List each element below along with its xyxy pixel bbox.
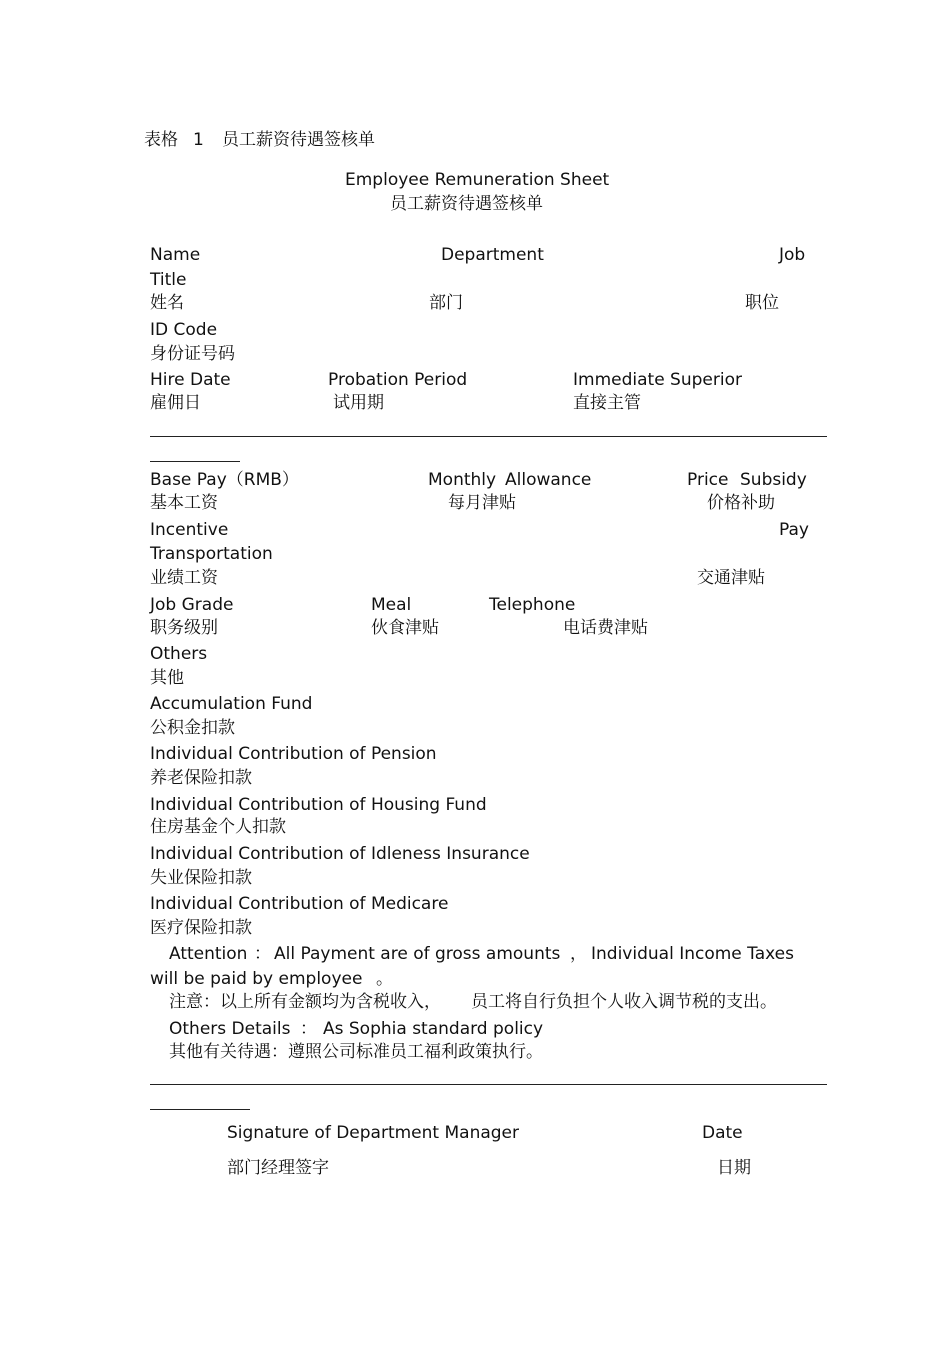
others-details-text: As Sophia standard policy [323, 1019, 544, 1039]
caption-number: 1 [193, 130, 204, 150]
name-label-cn: 姓名 [150, 293, 184, 313]
manager-signature-label-cn: 部门经理签字 [227, 1158, 329, 1178]
attention-cn-b: 员工将自行负担个人收入调节税的支出。 [471, 992, 777, 1012]
job-label-en: Job [779, 245, 806, 265]
attention-line-2: will be paid by employee [150, 969, 363, 989]
price-subsidy-label-cn: 价格补助 [707, 493, 775, 513]
attention-period: 。 [376, 969, 393, 989]
manager-signature-label-en: Signature of Department Manager [227, 1123, 519, 1143]
date-label-cn: 日期 [717, 1158, 751, 1178]
name-label-en: Name [150, 245, 201, 265]
price-label-en: Price [687, 470, 729, 490]
meal-label-en: Meal [371, 595, 412, 615]
others-label-en: Others [150, 644, 208, 664]
hire-date-label-cn: 雇佣日 [150, 393, 201, 413]
medicare-label-en: Individual Contribution of Medicare [150, 894, 449, 914]
base-pay-label-cn: 基本工资 [150, 493, 218, 513]
sheet-title-cn: 员工薪资待遇签核单 [390, 194, 543, 214]
caption-prefix: 表格 [144, 130, 178, 150]
subsidy-label-en: Subsidy [740, 470, 807, 490]
incentive-label-cn: 业绩工资 [150, 568, 218, 588]
attention-text-2: Individual Income Taxes [591, 944, 794, 964]
others-details-colon: ： [300, 1019, 317, 1039]
id-code-label-en: ID Code [150, 320, 218, 340]
meal-label-cn: 伙食津贴 [371, 618, 439, 638]
monthly-allowance-label-cn: 每月津贴 [448, 493, 516, 513]
medicare-label-cn: 医疗保险扣款 [150, 918, 252, 938]
incentive-label-en: Incentive [150, 520, 229, 540]
probation-label-en: Probation Period [328, 370, 468, 390]
superior-label-en: Immediate Superior [573, 370, 742, 390]
attention-comma: ， [570, 944, 587, 964]
housing-fund-label-en: Individual Contribution of Housing Fund [150, 795, 487, 815]
idleness-insurance-label-en: Individual Contribution of Idleness Insurance [150, 844, 530, 864]
attention-cn-a: 注意：以上所有金额均为含税收入， [169, 992, 441, 1012]
job-grade-label-en: Job Grade [150, 595, 234, 615]
transportation-label-cn: 交通津贴 [697, 568, 765, 588]
telephone-label-cn: 电话费津贴 [563, 618, 648, 638]
job-title-label-cn: 职位 [745, 293, 779, 313]
attention-colon: ： [254, 944, 271, 964]
id-code-label-cn: 身份证号码 [150, 344, 235, 364]
probation-label-cn: 试用期 [333, 393, 384, 413]
department-label-en: Department [441, 245, 544, 265]
caption-title: 员工薪资待遇签核单 [222, 130, 375, 150]
transportation-label-en: Transportation [150, 544, 273, 564]
separator-line-tail [150, 1109, 250, 1110]
base-pay-label-en: Base Pay（RMB） [150, 470, 299, 490]
housing-fund-label-cn: 住房基金个人扣款 [150, 817, 286, 837]
telephone-label-en: Telephone [489, 595, 576, 615]
others-details-cn: 其他有关待遇：遵照公司标准员工福利政策执行。 [169, 1042, 543, 1062]
others-details-label: Others Details [169, 1019, 291, 1039]
separator-line-tail [150, 461, 240, 462]
superior-label-cn: 直接主管 [573, 393, 641, 413]
monthly-label-en: Monthly [428, 470, 497, 490]
others-label-cn: 其他 [150, 668, 184, 688]
accumulation-fund-label-en: Accumulation Fund [150, 694, 313, 714]
title-label-en: Title [150, 270, 187, 290]
accumulation-fund-label-cn: 公积金扣款 [150, 718, 235, 738]
attention-text: All Payment are of gross amounts [274, 944, 561, 964]
job-grade-label-cn: 职务级别 [150, 618, 218, 638]
date-label-en: Date [702, 1123, 743, 1143]
pension-label-en: Individual Contribution of Pension [150, 744, 437, 764]
allowance-label-en: Allowance [505, 470, 592, 490]
sheet-title-en: Employee Remuneration Sheet [345, 170, 610, 190]
pension-label-cn: 养老保险扣款 [150, 768, 252, 788]
hire-date-label-en: Hire Date [150, 370, 231, 390]
attention-label: Attention [169, 944, 248, 964]
pay-label-en: Pay [779, 520, 809, 540]
department-label-cn: 部门 [429, 293, 463, 313]
separator-line [150, 436, 827, 437]
idleness-insurance-label-cn: 失业保险扣款 [150, 868, 252, 888]
separator-line [150, 1084, 827, 1085]
